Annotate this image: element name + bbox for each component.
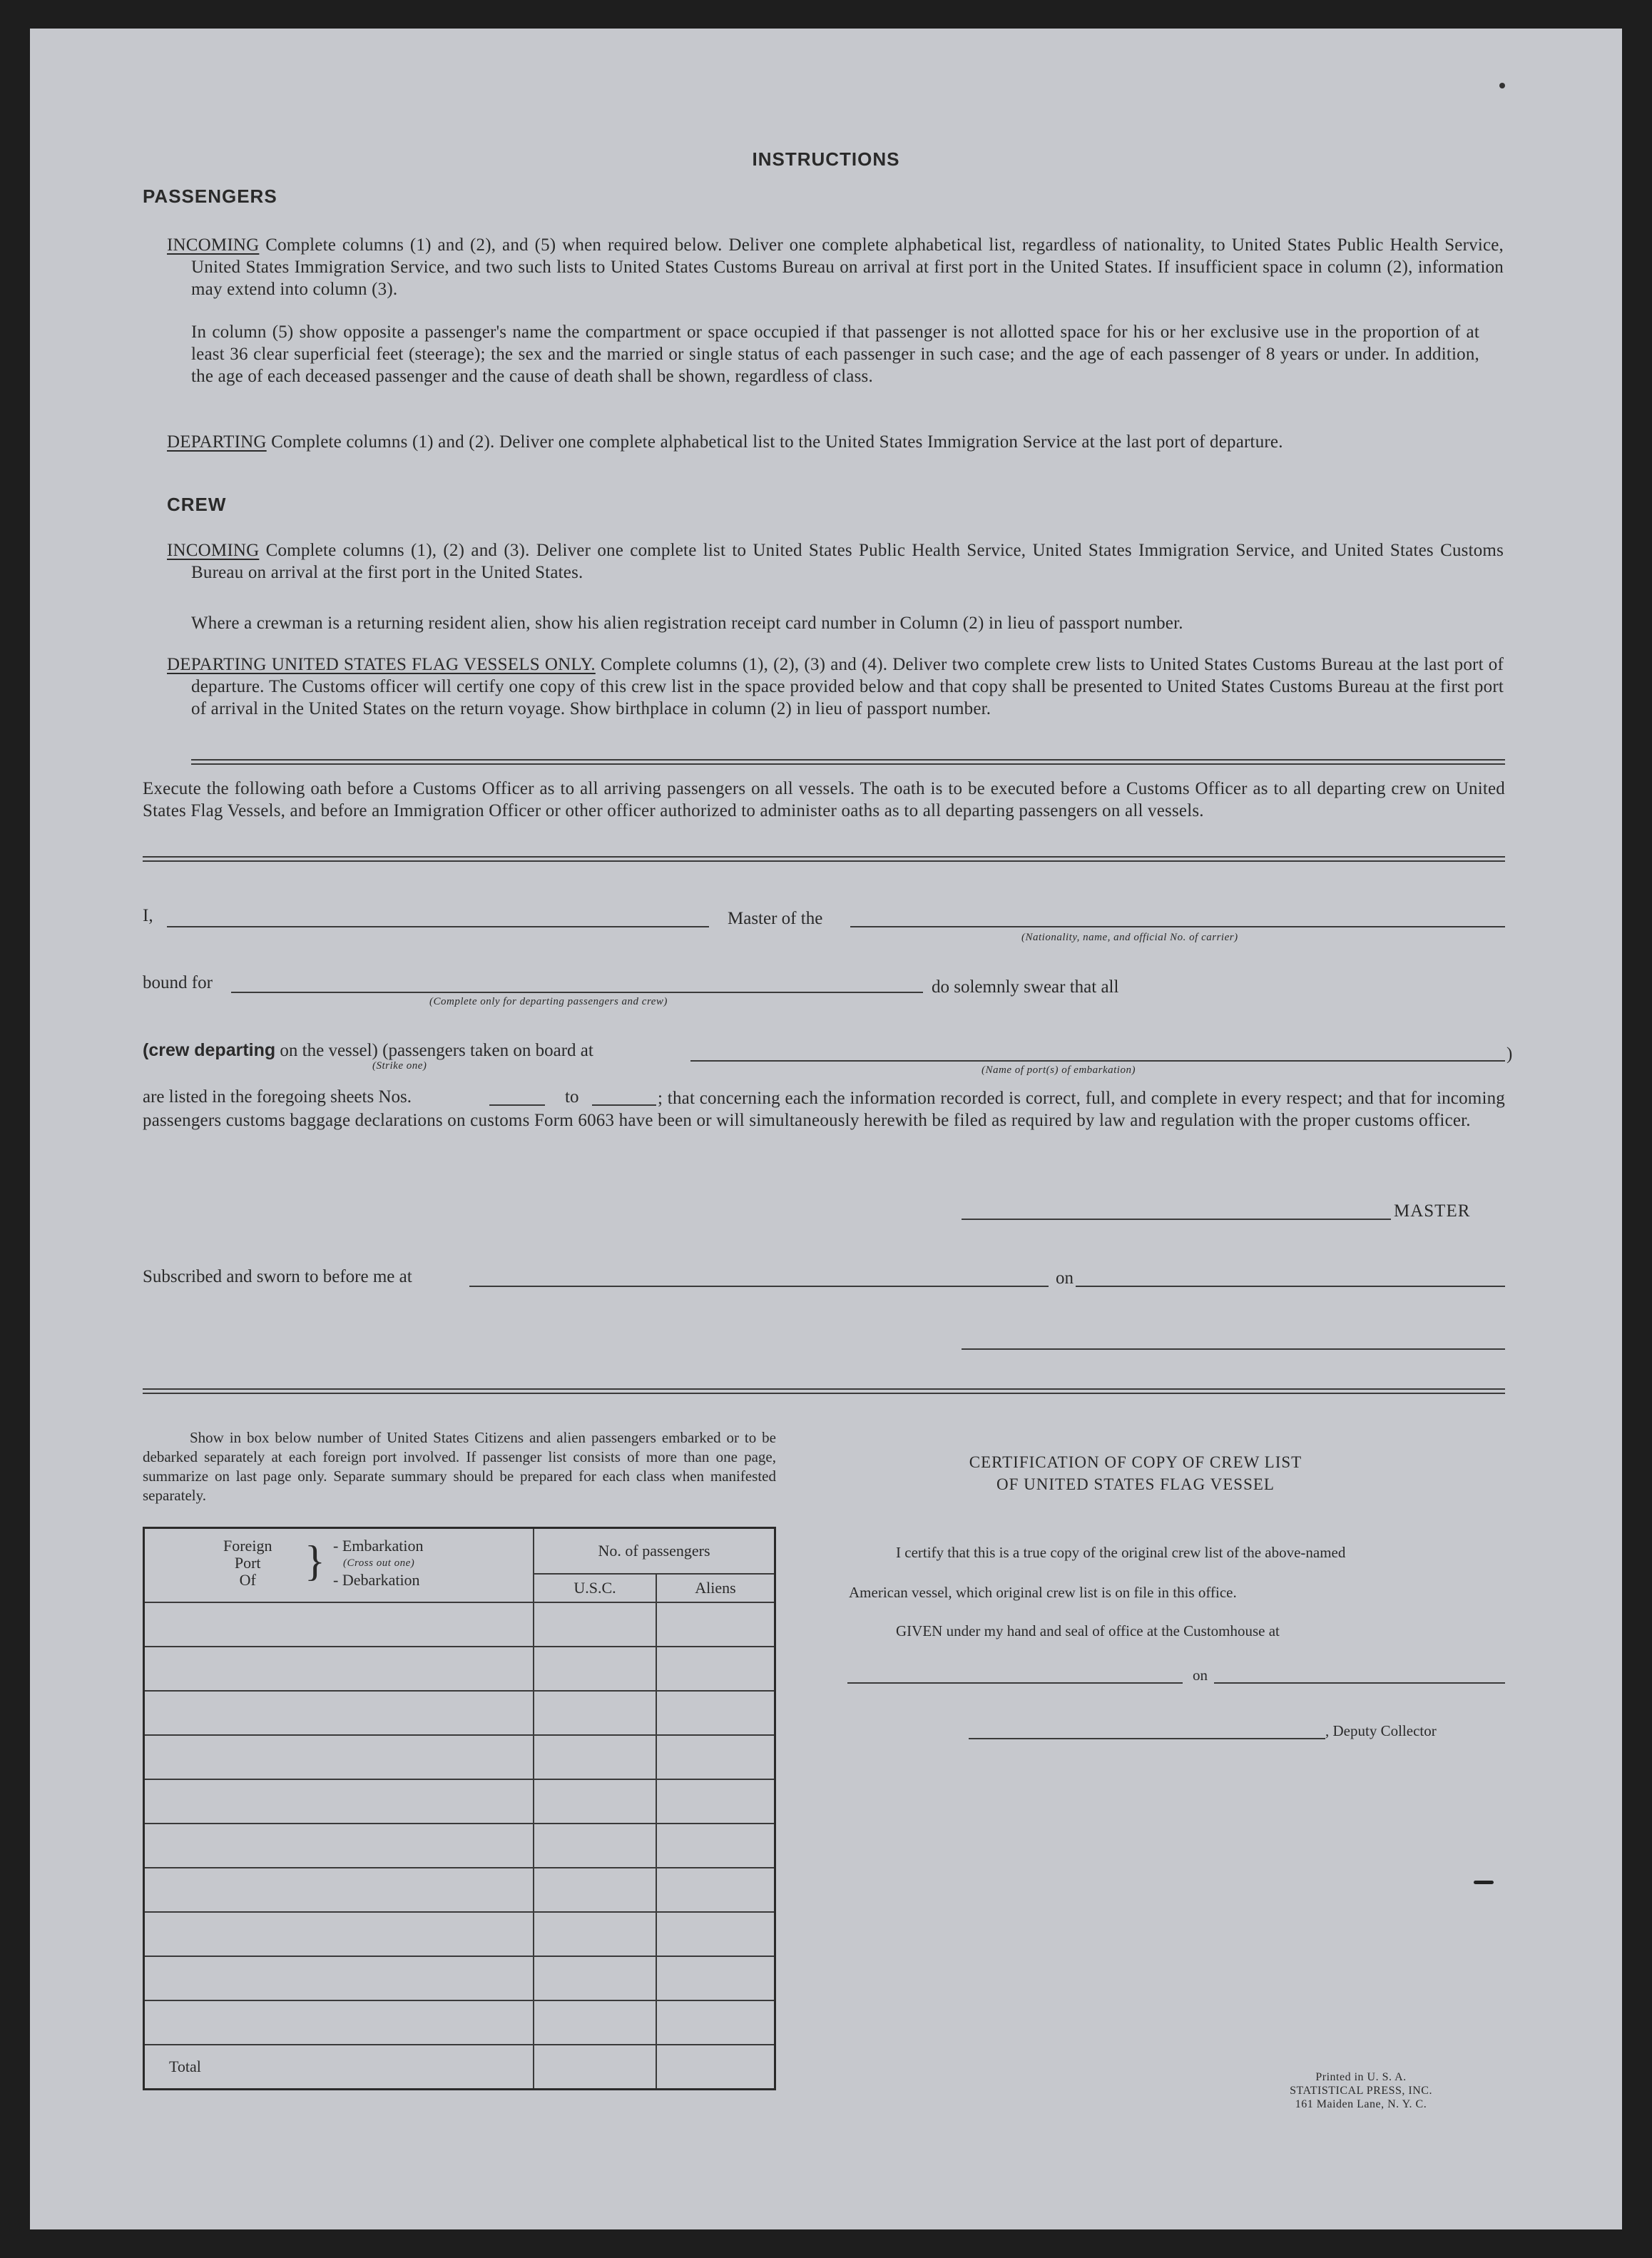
aliens-cell[interactable] (656, 1779, 775, 1824)
customhouse-field[interactable] (847, 1682, 1183, 1684)
passengers-departing-label: DEPARTING (167, 432, 267, 452)
bound-for-label: bound for (143, 973, 213, 992)
printer-line3: 161 Maiden Lane, N. Y. C. (1295, 2098, 1427, 2110)
aliens-cell[interactable] (656, 1868, 775, 1912)
table-row (144, 1779, 775, 1824)
aliens-cell[interactable] (656, 1691, 775, 1735)
usc-cell[interactable] (534, 1824, 656, 1868)
passengers-heading: PASSENGERS (143, 185, 277, 207)
usc-cell[interactable] (534, 1912, 656, 1956)
deputy-collector-signature-field[interactable] (969, 1738, 1325, 1739)
aliens-cell[interactable] (656, 1824, 775, 1868)
usc-cell[interactable] (534, 1602, 656, 1647)
passengers-incoming-paragraph (167, 234, 1504, 300)
aliens-cell[interactable] (656, 1956, 775, 2000)
bound-for-hint: (Complete only for departing passengers and crew) (429, 996, 668, 1007)
punch-mark (1499, 83, 1505, 88)
certify-text: ; that concerning each the information recorded is correct, full, and complete in every respect; and that for incoming passengers customs baggage declarations on customs Form 6063 have been or will simultaneously herewith be filed as required by law and regulation with the proper customs officer. (143, 1089, 1505, 1130)
printer-imprint (1254, 2070, 1468, 2111)
table-row (144, 1868, 775, 1912)
port-cell[interactable] (144, 2000, 534, 2045)
to-label: to (565, 1087, 579, 1107)
table-row (144, 1602, 775, 1647)
port-cell[interactable] (144, 1956, 534, 2000)
port-cell[interactable] (144, 1647, 534, 1691)
port-cell[interactable] (144, 1735, 534, 1779)
divider-double (191, 759, 1505, 765)
brace: } (305, 1537, 325, 1585)
usc-total-cell[interactable] (534, 2045, 656, 2090)
certification-title-line2: OF UNITED STATES FLAG VESSEL (996, 1475, 1275, 1493)
crew-departing-paragraph (167, 654, 1504, 720)
debarkation-option[interactable]: - Debarkation (333, 1571, 420, 1589)
table-row (144, 1956, 775, 2000)
port-cell[interactable] (144, 1824, 534, 1868)
passengers-incoming-text: Complete columns (1) and (2), and (5) when required below. Deliver one complete alphabetical list, regardless of nationality, to United States Public Health Service, United States Immigration Service, and two such lists to United States Customs Bureau on arrival at first port in the United States. If insufficient space in column (2), information may extend into column (3). (191, 235, 1504, 299)
passengers-incoming-label: INCOMING (167, 235, 260, 255)
foreign-label: Foreign (223, 1537, 272, 1555)
certify-line1: I certify that this is a true copy of the original crew list of the above-named (896, 1544, 1346, 1561)
crew-resident-paragraph: Where a crewman is a returning resident alien, show his alien registration receipt card number in Column (2) in lieu of passport number. (191, 614, 1183, 633)
crew-incoming-label: INCOMING (167, 541, 260, 560)
usc-cell[interactable] (534, 1735, 656, 1779)
master-label: MASTER (1394, 1201, 1471, 1221)
sheets-label: are listed in the foregoing sheets Nos. (143, 1087, 412, 1107)
oath-intro: Execute the following oath before a Customs Officer as to all arriving passengers on all vessels. The oath is to be executed before a Customs Officer as to all departing crew on United States Flag Vessels, and before an Immigration Officer or other officer authorized to administer oaths as to all departing passengers on all vessels. (143, 779, 1505, 820)
master-signature-field[interactable] (962, 1219, 1391, 1220)
table-row (144, 1912, 775, 1956)
crew-incoming-paragraph (167, 539, 1504, 584)
master-of-label: Master of the (728, 909, 823, 928)
carrier-hint: (Nationality, name, and official No. of carrier) (1021, 932, 1238, 943)
usc-header: U.S.C. (534, 1574, 656, 1602)
instructions-title: INSTRUCTIONS (752, 148, 900, 170)
no-of-passengers-header: No. of passengers (534, 1528, 775, 1575)
table-row (144, 1735, 775, 1779)
divider-double (143, 856, 1505, 862)
table-row (144, 2000, 775, 2045)
aliens-cell[interactable] (656, 1647, 775, 1691)
port-cell[interactable] (144, 1779, 534, 1824)
crew-heading: CREW (167, 494, 227, 515)
i-label: I, (143, 906, 153, 925)
cert-date-field[interactable] (1214, 1682, 1505, 1684)
given-line: GIVEN under my hand and seal of office at the Customhouse at (896, 1622, 1280, 1639)
strike-one-line (143, 1040, 593, 1061)
certify-line2: American vessel, which original crew list is on file in this office. (849, 1584, 1237, 1601)
sworn-date-field[interactable] (1076, 1286, 1505, 1287)
printer-line2: STATISTICAL PRESS, INC. (1290, 2085, 1432, 2097)
aliens-cell[interactable] (656, 2000, 775, 2045)
passengers-departing-text: Complete columns (1) and (2). Deliver one complete alphabetical list to the United States Immigration Service at the last port of departure. (271, 432, 1283, 452)
punch-mark (1474, 1881, 1494, 1884)
bound-for-field[interactable] (231, 992, 923, 993)
embarkation-option[interactable]: - Embarkation (333, 1537, 424, 1555)
summary-instructions: Show in box below number of United States Citizens and alien passengers embarked or to be debarked separately at each foreign port involved. If passenger list consists of more than one page, summarize on last page only. Separate summary should be prepared for each class when manifested separately. (143, 1429, 776, 1504)
aliens-cell[interactable] (656, 1602, 775, 1647)
certification-title (936, 1451, 1335, 1495)
table-row (144, 1647, 775, 1691)
strike-one-hint: (Strike one) (372, 1060, 427, 1072)
table-row (144, 1824, 775, 1868)
carrier-field[interactable] (850, 926, 1505, 927)
master-name-field[interactable] (167, 926, 709, 927)
port-cell[interactable] (144, 1912, 534, 1956)
of-label: Of (239, 1571, 256, 1589)
close-paren: ) (1506, 1044, 1513, 1064)
subscribed-label: Subscribed and sworn to before me at (143, 1267, 412, 1286)
cross-out-hint: (Cross out one) (343, 1557, 415, 1569)
usc-cell[interactable] (534, 2000, 656, 2045)
total-label: Total (144, 2045, 534, 2090)
passengers-taken-label[interactable]: (passengers taken on board at (382, 1041, 593, 1060)
usc-cell[interactable] (534, 1868, 656, 1912)
embarkation-ports-field[interactable] (690, 1060, 1505, 1062)
port-cell[interactable] (144, 1691, 534, 1735)
passengers-departing-paragraph (167, 431, 1504, 453)
sworn-on-label: on (1056, 1268, 1074, 1288)
passengers-column5-paragraph: In column (5) show opposite a passenger's name the compartment or space occupied if that passenger is not allotted space for his or her exclusive use in the proportion of at least 36 clear superficial feet (steerage); the sex and the married or single status of each passenger in such case; and the age of each passenger of 8 years or under. In addition, the age of each deceased passenger and the cause of death shall be shown, regardless of class. (191, 322, 1479, 386)
crew-incoming-text: Complete columns (1), (2) and (3). Deliver one complete list to United States Public Health Service, United States Immigration Service, and United States Customs Bureau on arrival at the first port in the United States. (191, 541, 1504, 582)
port-cell[interactable] (144, 1602, 534, 1647)
certification-title-line1: CERTIFICATION OF COPY OF CREW LIST (969, 1453, 1302, 1471)
aliens-header: Aliens (656, 1574, 775, 1602)
embark-debark-options (333, 1537, 423, 1589)
cert-on-label: on (1193, 1667, 1208, 1684)
printer-line1: Printed in U. S. A. (1315, 2071, 1407, 2083)
aliens-cell[interactable] (656, 1735, 775, 1779)
crew-departing-text: Complete columns (1), (2), (3) and (4). Deliver two complete crew lists to United States Customs Bureau at the last port of departure. The Customs officer will certify one copy of this crew list in the space provided below and that copy shall be presented to United States Customs Bureau at the first port of arrival in the United States on the return voyage. Show birthplace in column (2) in lieu of passport number. (191, 655, 1504, 718)
form-page (30, 29, 1622, 2229)
sworn-place-field[interactable] (469, 1286, 1049, 1287)
aliens-total-cell[interactable] (656, 2045, 775, 2090)
usc-cell[interactable] (534, 1691, 656, 1735)
on-vessel-label: on the vessel) (280, 1041, 378, 1060)
officer-signature-field[interactable] (962, 1348, 1505, 1350)
deputy-collector-label: , Deputy Collector (1325, 1722, 1437, 1739)
usc-cell[interactable] (534, 1956, 656, 2000)
port-cell[interactable] (144, 1868, 534, 1912)
crew-departing-option[interactable]: (crew departing (143, 1040, 276, 1060)
usc-cell[interactable] (534, 1647, 656, 1691)
foreign-port-of (223, 1537, 272, 1589)
crew-departing-label: DEPARTING UNITED STATES FLAG VESSELS ONLY. (167, 655, 596, 674)
usc-cell[interactable] (534, 1779, 656, 1824)
passenger-summary-table (143, 1527, 776, 2090)
total-row (144, 2045, 775, 2090)
table-row (144, 1691, 775, 1735)
divider-double (143, 1388, 1505, 1394)
ports-hint: (Name of port(s) of embarkation) (981, 1064, 1136, 1076)
port-header-cell (144, 1528, 534, 1603)
port-label: Port (234, 1554, 261, 1572)
swear-label: do solemnly swear that all (932, 977, 1119, 997)
aliens-cell[interactable] (656, 1912, 775, 1956)
